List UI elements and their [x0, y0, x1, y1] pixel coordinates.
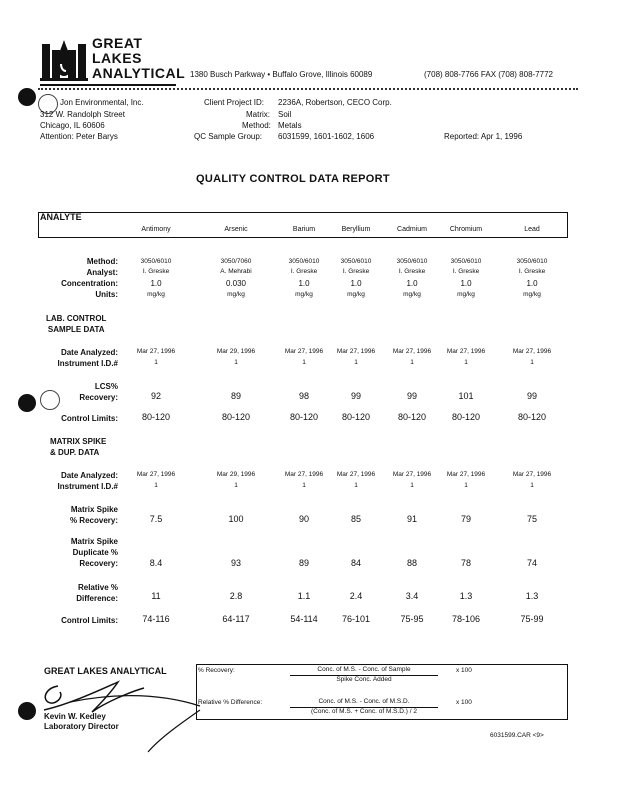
- rpd-cell: 2.4: [349, 591, 363, 601]
- label-ms-1: Matrix Spike: [70, 505, 118, 514]
- ms-limits-cell: 74-116: [142, 614, 170, 624]
- ms-instrument-cell: 1: [302, 482, 306, 489]
- units-cell: mg/kg: [347, 291, 365, 298]
- lcs-recovery-cell: 99: [350, 391, 361, 401]
- formula-recovery-denominator: Spike Conc. Added: [336, 676, 392, 683]
- reported-date: Reported: Apr 1, 1996: [444, 132, 523, 141]
- label-msd-2: Duplicate %: [72, 548, 118, 557]
- ms-date-cell: Mar 27, 1996: [336, 471, 376, 478]
- ms-date-cell: Mar 29, 1996: [216, 471, 256, 478]
- ms-limits-cell: 75-95: [400, 614, 424, 624]
- punch-hole-icon: [18, 88, 36, 106]
- label-ms-limits: Control Limits:: [61, 616, 118, 625]
- ms-date-cell: Mar 27, 1996: [136, 471, 176, 478]
- formula-rpd-numerator: Conc. of M.S. - Conc. of M.S.D.: [318, 698, 410, 705]
- analyte-name: Lead: [524, 226, 540, 233]
- lcs-limits-cell: 80-120: [289, 412, 319, 422]
- lcs-instrument-cell: 1: [464, 359, 468, 366]
- units-cell: mg/kg: [457, 291, 475, 298]
- lcs-recovery-cell: 99: [526, 391, 537, 401]
- section-matrix-spike-line1: MATRIX SPIKE: [50, 437, 107, 446]
- analyte-header: ANALYTE: [40, 212, 82, 222]
- header-divider: [38, 88, 578, 92]
- units-cell: mg/kg: [147, 291, 165, 298]
- rpd-cell: 1.1: [297, 591, 311, 601]
- concentration-cell: 1.0: [526, 279, 538, 288]
- section-lab-control-line1: LAB. CONTROL: [46, 314, 107, 323]
- report-title: QUALITY CONTROL DATA REPORT: [196, 173, 390, 185]
- label-ms-instrument: Instrument I.D.#: [57, 482, 118, 491]
- label-msd-1: Matrix Spike: [70, 537, 118, 546]
- units-cell: mg/kg: [295, 291, 313, 298]
- analyte-name: Barium: [292, 226, 316, 233]
- analyte-name: Antimony: [141, 226, 171, 233]
- label-concentration: Concentration:: [61, 279, 118, 288]
- ms-recovery-cell: 75: [526, 514, 537, 524]
- lcs-instrument-cell: 1: [154, 359, 158, 366]
- client-city: Chicago, IL 60606: [40, 121, 105, 130]
- concentration-cell: 1.0: [406, 279, 418, 288]
- ms-date-cell: Mar 27, 1996: [446, 471, 486, 478]
- lcs-date-cell: Mar 27, 1996: [392, 348, 432, 355]
- label-msd-3: Recovery:: [79, 559, 118, 568]
- method-cell: 3050/7060: [220, 258, 252, 265]
- units-cell: mg/kg: [523, 291, 541, 298]
- analyte-name: Chromium: [449, 226, 483, 233]
- punch-hole-icon: [18, 394, 36, 412]
- analyst-cell: I. Greske: [398, 268, 426, 275]
- ms-recovery-cell: 100: [228, 514, 244, 524]
- lcs-date-cell: Mar 27, 1996: [446, 348, 486, 355]
- lcs-recovery-cell: 99: [406, 391, 417, 401]
- label-units: Units:: [95, 290, 118, 299]
- lcs-instrument-cell: 1: [302, 359, 306, 366]
- ms-limits-cell: 76-101: [341, 614, 371, 624]
- units-cell: mg/kg: [403, 291, 421, 298]
- matrix-value: Soil: [278, 110, 292, 119]
- analyst-cell: I. Greske: [518, 268, 546, 275]
- qc-group-value: 6031599, 1601-1602, 1606: [278, 132, 375, 141]
- ms-recovery-cell: 7.5: [149, 514, 163, 524]
- method-cell: 3050/6010: [340, 258, 372, 265]
- label-lcs-1: LCS%: [94, 382, 118, 391]
- ms-limits-cell: 64-117: [222, 614, 250, 624]
- formula-recovery-label: % Recovery:: [198, 667, 235, 674]
- section-matrix-spike: [50, 436, 106, 458]
- lcs-date-cell: Mar 27, 1996: [284, 348, 324, 355]
- concentration-cell: 0.030: [225, 279, 247, 288]
- analyte-header-box: [38, 212, 568, 238]
- ms-recovery-cell: 79: [460, 514, 471, 524]
- rpd-cell: 11: [151, 591, 161, 601]
- formula-rpd-multiplier: x 100: [456, 699, 472, 706]
- rpd-cell: 1.3: [459, 591, 473, 601]
- lcs-limits-cell: 80-120: [341, 412, 371, 422]
- formula-rpd-label: Relative % Difference:: [198, 699, 263, 706]
- lcs-limits-cell: 80-120: [221, 412, 251, 422]
- label-rpd-1: Relative %: [77, 583, 118, 592]
- file-reference: 6031599.CAR <9>: [490, 732, 544, 739]
- logo-line-2: LAKES: [92, 50, 142, 66]
- msd-recovery-cell: 8.4: [149, 558, 163, 568]
- section-lab-control: [46, 313, 106, 335]
- analyte-name: Beryllium: [341, 226, 371, 233]
- formula-recovery-multiplier: x 100: [456, 667, 472, 674]
- concentration-cell: 1.0: [298, 279, 310, 288]
- lcs-date-cell: Mar 27, 1996: [336, 348, 376, 355]
- label-analyst: Analyst:: [86, 268, 118, 277]
- msd-recovery-cell: 88: [406, 558, 417, 568]
- rpd-cell: 1.3: [525, 591, 539, 601]
- label-method: Method:: [86, 257, 118, 266]
- lab-address: 1380 Busch Parkway • Buffalo Grove, Illinois 60089: [190, 70, 373, 79]
- client-project-label: Client Project ID:: [204, 98, 265, 107]
- signer-name: Kevin W. Kedley: [44, 712, 106, 721]
- msd-recovery-cell: 74: [526, 558, 537, 568]
- lcs-recovery-cell: 89: [230, 391, 241, 401]
- method-value: Metals: [278, 121, 302, 130]
- qc-group-label: QC Sample Group:: [194, 132, 263, 141]
- label-lcs-date: Date Analyzed:: [60, 348, 118, 357]
- label-lcs-2: Recovery:: [79, 393, 118, 402]
- msd-recovery-cell: 89: [298, 558, 309, 568]
- analyst-cell: I. Greske: [142, 268, 170, 275]
- lcs-instrument-cell: 1: [410, 359, 414, 366]
- ms-recovery-cell: 90: [298, 514, 309, 524]
- analyst-cell: I. Greske: [342, 268, 370, 275]
- method-label: Method:: [242, 121, 271, 130]
- lcs-date-cell: Mar 27, 1996: [512, 348, 552, 355]
- concentration-cell: 1.0: [150, 279, 162, 288]
- formula-rpd-denominator: (Conc. of M.S. + Conc. of M.S.D.) / 2: [310, 708, 418, 715]
- lcs-instrument-cell: 1: [234, 359, 238, 366]
- ms-instrument-cell: 1: [410, 482, 414, 489]
- section-matrix-spike-line2: & DUP. DATA: [50, 448, 100, 457]
- method-cell: 3050/6010: [516, 258, 548, 265]
- ms-instrument-cell: 1: [530, 482, 534, 489]
- lcs-recovery-cell: 92: [150, 391, 161, 401]
- signer-title: Laboratory Director: [44, 722, 119, 731]
- units-cell: mg/kg: [227, 291, 245, 298]
- lcs-date-cell: Mar 27, 1996: [136, 348, 176, 355]
- lcs-limits-cell: 80-120: [141, 412, 171, 422]
- footer-company: GREAT LAKES ANALYTICAL: [44, 666, 167, 676]
- company-logo-icon: [40, 38, 88, 84]
- label-ms-date: Date Analyzed:: [60, 471, 118, 480]
- ms-limits-cell: 75-99: [520, 614, 544, 624]
- lcs-limits-cell: 80-120: [451, 412, 481, 422]
- analyst-cell: A. Mehrabi: [220, 268, 252, 275]
- label-lcs-instrument: Instrument I.D.#: [57, 359, 118, 368]
- ms-instrument-cell: 1: [464, 482, 468, 489]
- logo-line-3: ANALYTICAL: [92, 65, 186, 81]
- logo-line-1: GREAT: [92, 35, 143, 51]
- msd-recovery-cell: 93: [230, 558, 241, 568]
- method-cell: 3050/6010: [288, 258, 320, 265]
- matrix-label: Matrix:: [246, 110, 270, 119]
- lcs-instrument-cell: 1: [530, 359, 534, 366]
- ms-date-cell: Mar 27, 1996: [392, 471, 432, 478]
- lcs-instrument-cell: 1: [354, 359, 358, 366]
- client-project-value: 2236A, Robertson, CECO Corp.: [278, 98, 392, 107]
- concentration-cell: 1.0: [350, 279, 362, 288]
- concentration-cell: 1.0: [460, 279, 472, 288]
- method-cell: 3050/6010: [140, 258, 172, 265]
- analyst-cell: I. Greske: [452, 268, 480, 275]
- ms-limits-cell: 78-106: [451, 614, 481, 624]
- rpd-cell: 2.8: [229, 591, 243, 601]
- analyte-name: Cadmium: [397, 226, 427, 233]
- analyte-name: Arsenic: [224, 226, 248, 233]
- msd-recovery-cell: 84: [350, 558, 361, 568]
- formula-recovery-numerator: Conc. of M.S. - Conc. of Sample: [317, 666, 411, 673]
- lcs-recovery-cell: 98: [298, 391, 309, 401]
- label-lcs-limits: Control Limits:: [61, 414, 118, 423]
- ms-instrument-cell: 1: [354, 482, 358, 489]
- section-lab-control-line2: SAMPLE DATA: [47, 325, 105, 334]
- ms-instrument-cell: 1: [234, 482, 238, 489]
- logo-underline: [40, 84, 176, 86]
- lcs-limits-cell: 80-120: [517, 412, 547, 422]
- client-street: 312 W. Randolph Street: [40, 110, 125, 119]
- ms-date-cell: Mar 27, 1996: [284, 471, 324, 478]
- client-name: Jon Environmental, Inc.: [60, 98, 144, 107]
- label-rpd-2: Difference:: [76, 594, 118, 603]
- client-attention: Attention: Peter Barys: [40, 132, 118, 141]
- ms-recovery-cell: 91: [406, 514, 417, 524]
- method-cell: 3050/6010: [396, 258, 428, 265]
- lab-phone-fax: (708) 808-7766 FAX (708) 808-7772: [424, 70, 553, 79]
- ms-limits-cell: 54-114: [290, 614, 318, 624]
- lcs-date-cell: Mar 29, 1996: [216, 348, 256, 355]
- company-logo-text: [92, 36, 185, 81]
- rpd-cell: 3.4: [405, 591, 419, 601]
- lcs-limits-cell: 80-120: [397, 412, 427, 422]
- punch-hole-icon: [18, 702, 36, 720]
- ms-recovery-cell: 85: [350, 514, 361, 524]
- ms-date-cell: Mar 27, 1996: [512, 471, 552, 478]
- analyst-cell: I. Greske: [290, 268, 318, 275]
- ms-instrument-cell: 1: [154, 482, 158, 489]
- label-ms-2: % Recovery:: [69, 516, 118, 525]
- msd-recovery-cell: 78: [460, 558, 471, 568]
- lcs-recovery-cell: 101: [458, 391, 474, 401]
- method-cell: 3050/6010: [450, 258, 482, 265]
